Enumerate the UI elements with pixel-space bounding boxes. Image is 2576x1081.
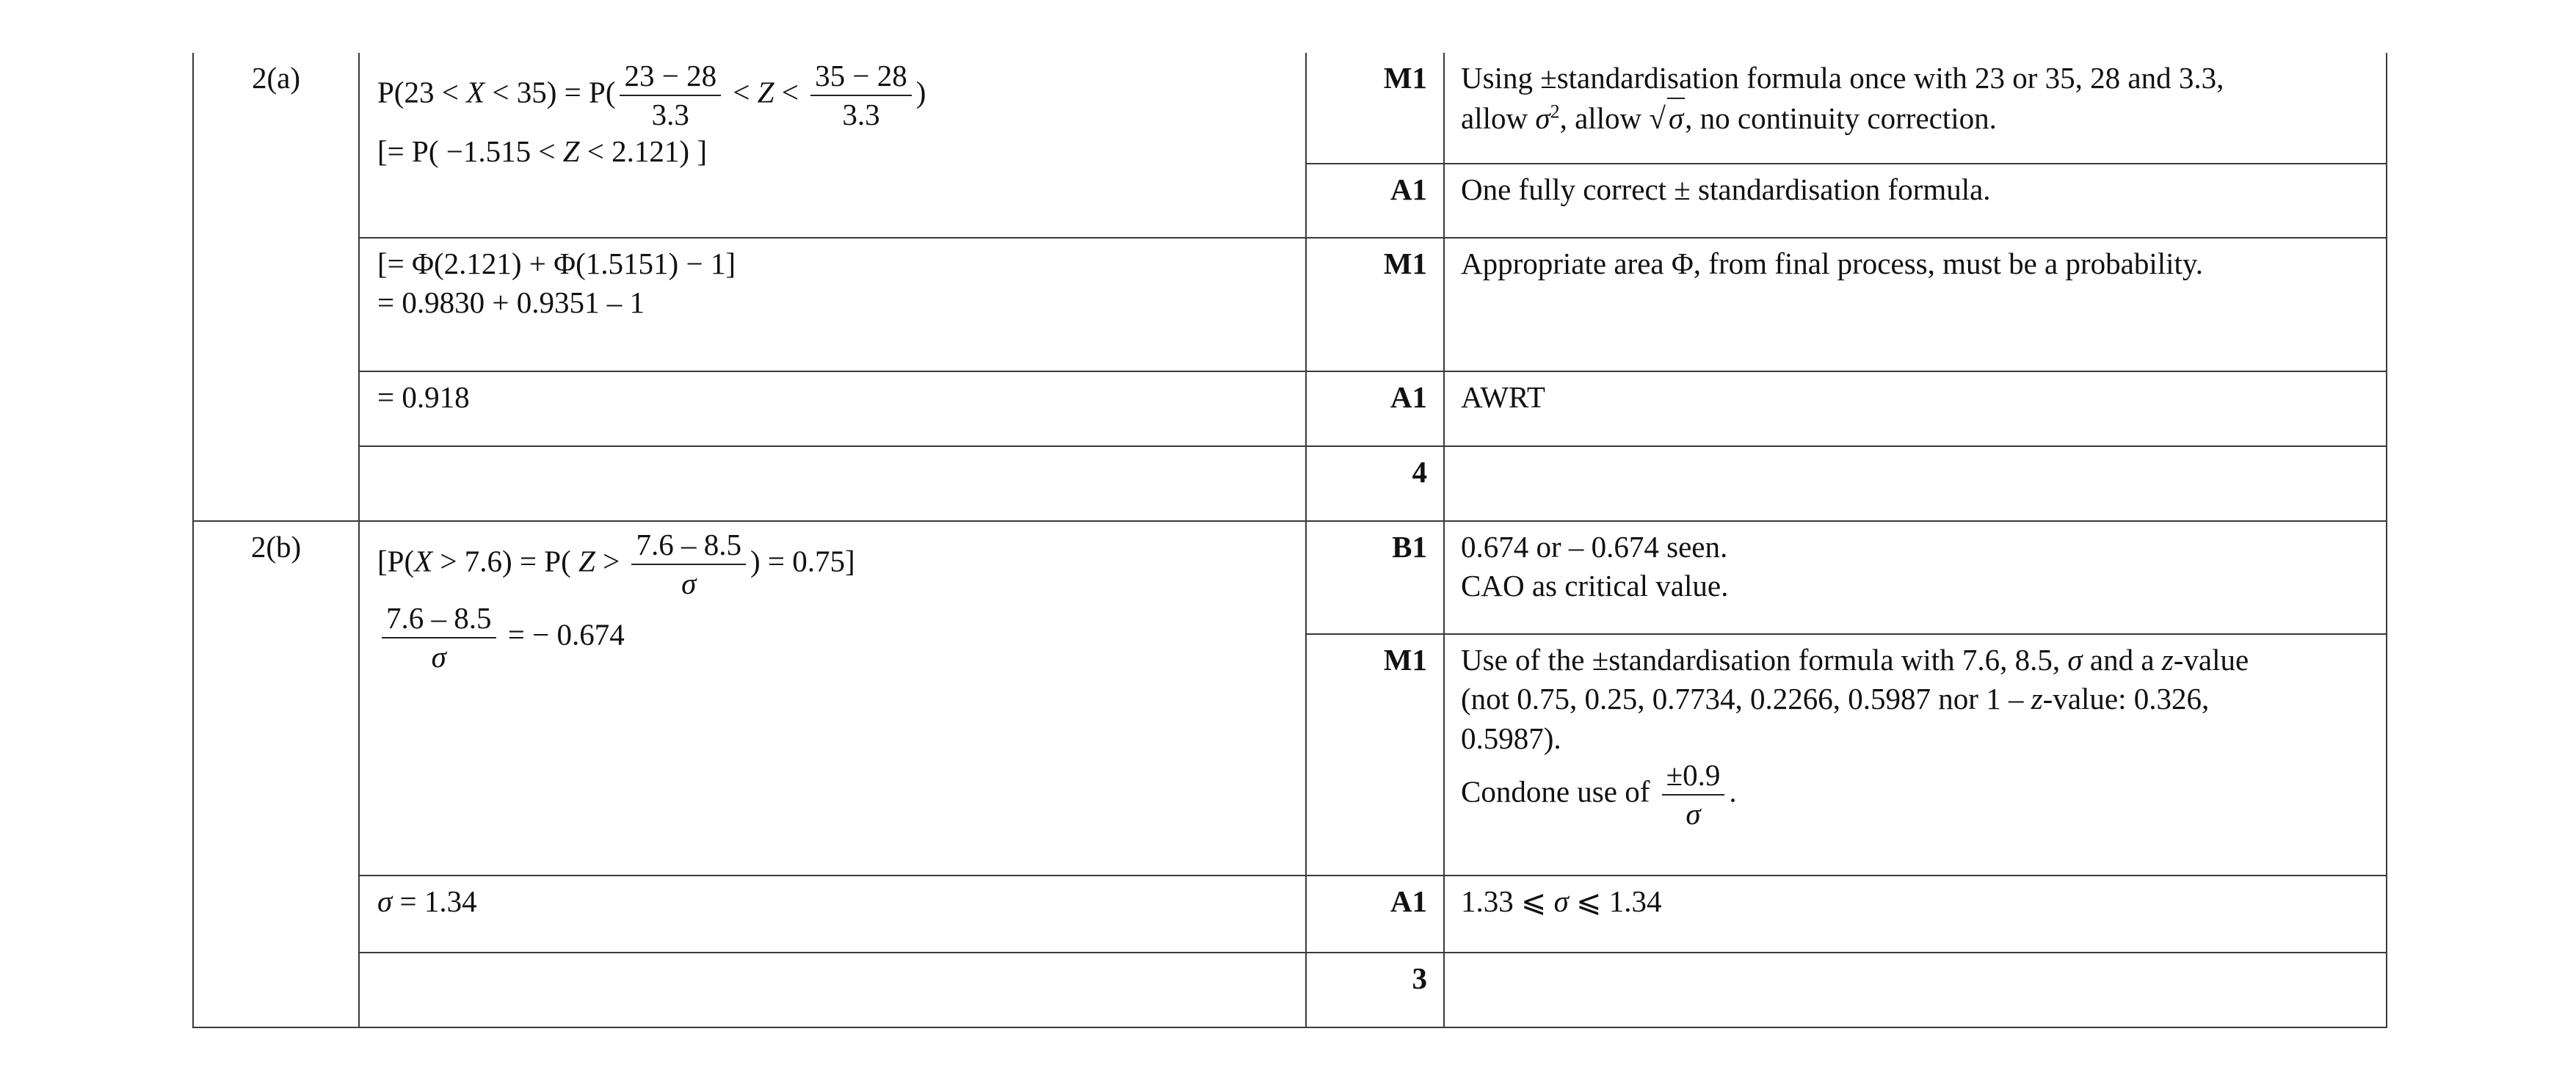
fraction: $\frac{7.6 - 8.5}{\sigma}$ (631, 528, 746, 601)
question-label: 2(b) (250, 530, 302, 564)
working-cell (359, 53, 1306, 238)
guidance-cell: One fully correct ± standardisation formula. (1444, 164, 2387, 238)
mark-cell: A1 (1306, 371, 1444, 446)
guidance-line: (not 0.75, 0.25, 0.7734, 0.2266, 0.5987 nor 1 – z-value: 0.326, (1461, 682, 2210, 716)
guidance-cell: AWRT (1444, 371, 2387, 446)
fraction: $\frac{35 - 28}{3.3}$ (810, 59, 912, 132)
row-2a-total (193, 446, 2387, 521)
mark-cell: A1 (1306, 164, 1444, 238)
working-line: P(23 < X < 35) = P( $\frac{23 - 28}{3.3}$ < Z < $\frac{35 - 28}{3.3}$ ) (377, 59, 926, 132)
question-number-2b (193, 521, 359, 1027)
mark-cell: M1 (1306, 238, 1444, 371)
fraction: $\frac{\pm 0.9}{\sigma}$ (1662, 758, 1725, 831)
row-2b-answer (193, 876, 2387, 953)
row-2b-critical (193, 521, 2387, 634)
row-2a-area (193, 238, 2387, 371)
working-cell (359, 521, 1306, 876)
fraction: $\frac{7.6 - 8.5}{\sigma}$ (382, 601, 496, 674)
guidance-cell (1444, 953, 2387, 1027)
guidance-cell: 1.33 ⩽ σ ⩽ 1.34 (1444, 876, 2387, 953)
question-label: 2(a) (251, 61, 300, 95)
total-mark-cell: 4 (1306, 446, 1444, 521)
guidance-cell: Use of the ±standardisation formula with 7.6, 8.5, σ and a z-value (not 0.75, 0.25, 0.7734, 0.2266, 0.5987 nor 1 – z-value: 0.326, 0.5987). Condone use of $\frac{\pm 0.9}{\sigma}$ . (1444, 634, 2387, 876)
mark-cell: B1 (1306, 521, 1444, 634)
question-number-2a (193, 53, 359, 521)
working-line: $\frac{7.6 - 8.5}{\sigma}$ = − 0.674 (377, 601, 1286, 674)
guidance-cell: Appropriate area Φ, from final process, must be a probability. (1444, 238, 2387, 371)
working-cell: = 0.918 (359, 371, 1306, 446)
working-cell (359, 953, 1306, 1027)
guidance-line: Use of the ±standardisation formula with 7.6, 8.5, σ and a z-value (1461, 643, 2249, 677)
mark-cell: M1 (1306, 53, 1444, 164)
working-line: [P(X > 7.6) = P( Z > $\frac{7.6 - 8.5}{\sigma}$ ) = 0.75] (377, 528, 855, 601)
total-mark-cell: 3 (1306, 953, 1444, 1027)
row-2b-total (193, 953, 2387, 1027)
guidance-line: allow $\sigma^2$, allow √σ, no continuity correction. (1461, 98, 2368, 138)
working-cell: [= Φ(2.121) + Φ(1.5151) − 1] = 0.9830 + 0.9351 – 1 (359, 238, 1306, 371)
mark-cell: A1 (1306, 876, 1444, 953)
mark-scheme-table (192, 53, 2387, 1028)
working-line: [= P( −1.515 < Z < 2.121) ] (377, 134, 707, 169)
guidance-cell: 0.674 or – 0.674 seen. CAO as critical value. (1444, 521, 2387, 634)
guidance-line: Condone use of $\frac{\pm 0.9}{\sigma}$ . (1461, 757, 1737, 831)
mark-cell: M1 (1306, 634, 1444, 876)
working-cell (359, 446, 1306, 521)
guidance-cell (1444, 446, 2387, 521)
row-2a-answer (193, 371, 2387, 446)
working-cell: σ = 1.34 (359, 876, 1306, 953)
guidance-cell: Using ±standardisation formula once with 23 or 35, 28 and 3.3, allow $\sigma^2$, allow √σ, no continuity correction. (1444, 53, 2387, 164)
row-2a-standardise (193, 53, 2387, 164)
fraction: $\frac{23 - 28}{3.3}$ (620, 59, 721, 132)
